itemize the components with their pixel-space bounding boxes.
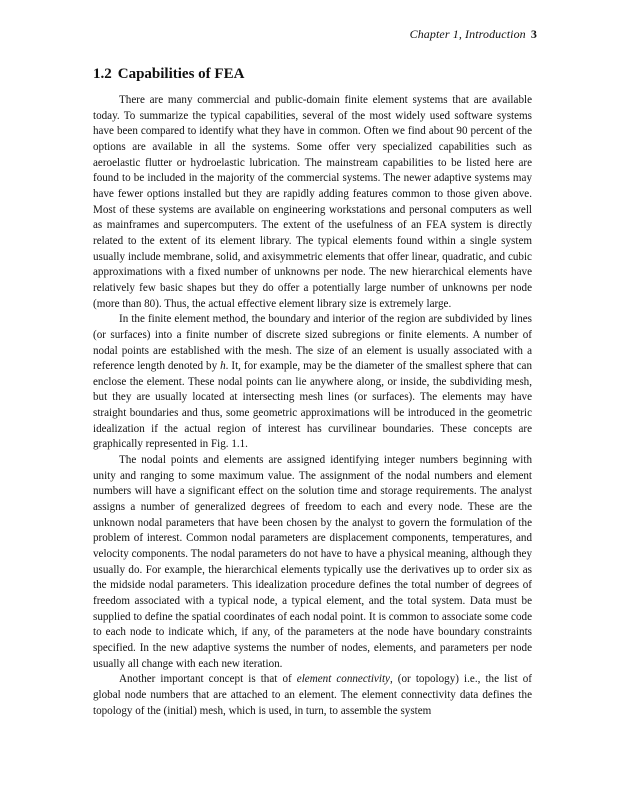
body-text	[93, 93, 532, 719]
paragraph-4-part-2: , (or topology) i.e., the list of global node numbers that are attached to an element. The element connectivity data defines the topology of the (initial) mesh, which is used, in turn, to assemble the system	[93, 673, 532, 717]
paragraph-3: The nodal points and elements are assigned identifying integer numbers beginning with unity and ranging to some maximum value. The assignment of the nodal numbers and element numbers will have a significant effect on the solution time and storage requirements. The analyst assigns a number of generalized degrees of freedom to each and every node. These are the unknown nodal parameters that have been chosen by the analyst to govern the formulation of the problem of interest. Common nodal parameters are displacement components, temperatures, and velocity components. The nodal parameters do not have to have a physical meaning, although they usually do. For example, the hierarchical elements typically use the derivatives up to order six as the midside nodal parameters. This idealization procedure defines the total number of degrees of freedom associated with a typical node, a typical element, and the total system. Data must be supplied to define the spatial coordinates of each nodal point. It is common to associate some code to each node to indicate which, if any, of the parameters at the node have boundary constraints specified. In the new adaptive systems the number of nodes, elements, and parameters per node usually all change with each new iteration.	[93, 454, 532, 670]
paragraph-2-part-1: In the finite element method, the boundary and interior of the region are subdivided by lines (or surfaces) into a finite number of discrete sized subregions or finite elements. A number of nodal points are established with the mesh. The size of an element is usually associated with a reference length denoted by	[93, 313, 532, 373]
paragraph-2-part-2: . It, for example, may be the diameter of the smallest sphere that can enclose the element. These nodal points can lie anywhere along, or inside, the subdividing mesh, but they are usually located at intersecting mesh lines (or surfaces). The elements may have straight boundaries and thus, some geometric approximations will be introduced in the geometric idealization if the actual region of interest has curvilinear boundaries. These concepts are graphically represented in Fig. 1.1.	[93, 360, 532, 451]
page-number: 3	[530, 27, 537, 41]
section-title: Capabilities of FEA	[117, 66, 245, 82]
chapter-label: Chapter 1, Introduction	[409, 27, 526, 41]
paragraph-4	[93, 672, 532, 719]
section-number: 1.2	[93, 66, 112, 82]
paragraph-1: There are many commercial and public-domain finite element systems that are available today. To summarize the typical capabilities, several of the most widely used software systems have been compared to identify what they have in common. Often we find about 90 percent of the options are available in all the systems. Some offer very specialized capabilities such as aeroelastic flutter or hydroelastic lubrication. The mainstream capabilities to be listed here are found to be included in the majority of the commercial systems. The newer adaptive systems may have fewer options installed but they are rapidly adding features common to those given above. Most of these systems are available on engineering workstations and personal computers as well as mainframes and supercomputers. The extent of the usefulness of an FEA system is directly related to the extent of its element library. The typical elements found within a single system usually include membrane, solid, and axisymmetric elements that offer linear, quadratic, and cubic approximations with a fixed number of unknowns per node. The new hierarchical elements have relatively few basic shapes but they do offer a potentially large number of unknowns per node (more than 80). Thus, the actual effective element library size is extremely large.	[93, 94, 532, 310]
paragraph-4-part-1: Another important concept is that of	[119, 673, 297, 686]
paragraph-2	[93, 312, 532, 453]
reference-length-symbol: h	[220, 360, 226, 373]
element-connectivity-term: element connectivity	[296, 673, 390, 686]
running-head	[410, 27, 537, 42]
section-heading	[93, 66, 244, 83]
